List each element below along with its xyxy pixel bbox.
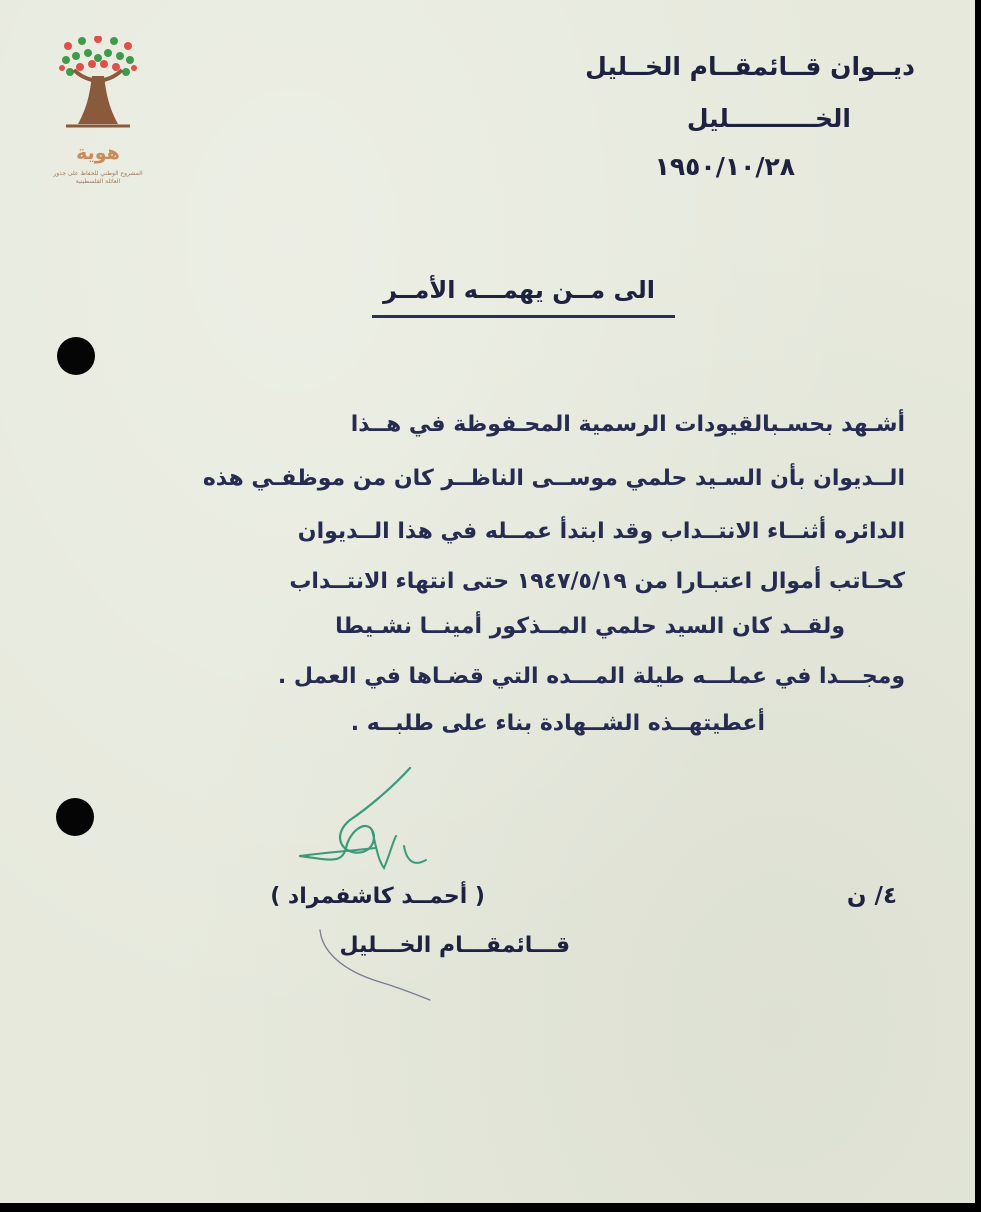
office-title: ديــوان قــائمقــام الخــليل: [585, 52, 915, 81]
body-line-2: الــديوان بأن السـيد حلمي موســى الناظــر كان من موظفـي هذه: [202, 466, 905, 491]
body-line-3: الدائره أثنــاء الانتــداب وقد ابتدأ عمــله في هذا الــديوان: [297, 519, 905, 544]
body-line-5: ولقــد كان السيد حلمي المــذكور أمينــا نشـيطا: [335, 614, 845, 639]
punch-hole: [57, 337, 95, 375]
punch-hole: [56, 798, 94, 836]
logo-title: هوية: [76, 142, 120, 164]
body-line-4: كحـاتب أموال اعتبـارا من ١٩٤٧/٥/١٩ حتى انتهاء الانتــداب: [289, 569, 905, 594]
reference-number: ٤/ ن: [846, 883, 897, 909]
body-line-7: أعطيتهــذه الشــهادة بناء على طلبــه .: [350, 711, 765, 736]
signatory-name: ( أحمــد كاشفمراد ): [270, 884, 485, 909]
logo-tagline: المشروع الوطني للحفاظ على جذور العائلة الفلسطينية: [53, 170, 143, 185]
body-line-6: ومجـــدا في عملـــه طيلة المـــده التي قضـاها في العمل .: [277, 664, 905, 689]
city-name: الخــــــــــليل: [686, 104, 851, 133]
signatory-title: قـــائمقـــام الخـــليل: [339, 933, 570, 958]
letter-subject: الى مــن يهمـــه الأمــر: [383, 276, 655, 304]
family-tree-icon: [48, 36, 148, 136]
subject-underline: [372, 315, 675, 318]
body-line-1: أشـهد بحسـبالقيودات الرسمية المحـفوظة في هــذا: [350, 412, 905, 437]
letter-date: ١٩٥٠/١٠/٢٨: [654, 152, 795, 181]
hawiya-logo: [48, 36, 148, 196]
